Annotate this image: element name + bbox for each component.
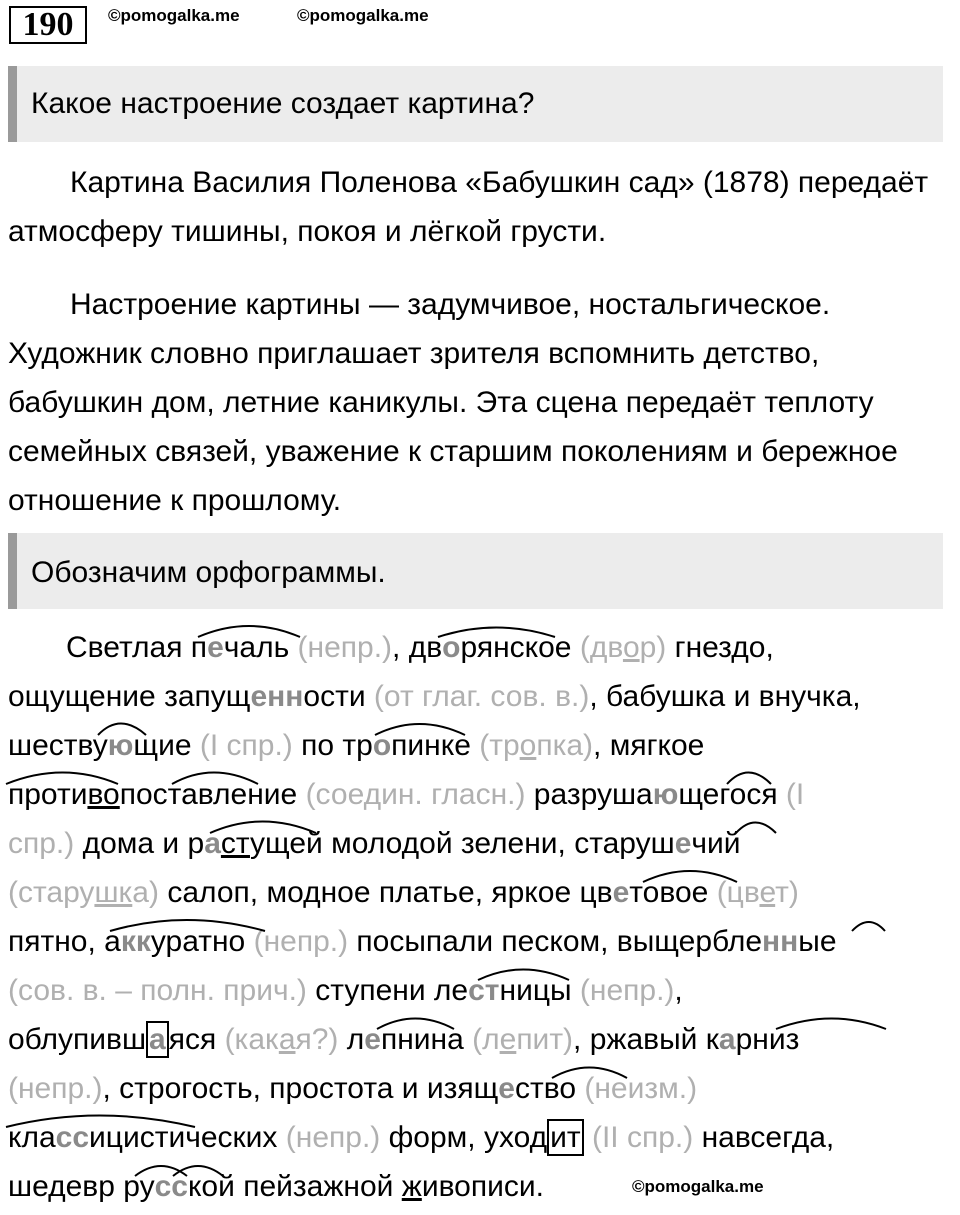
text-segment: чаль xyxy=(223,631,298,664)
orthogram-letter: а xyxy=(204,827,221,860)
orthogram-letter: сс xyxy=(55,1121,90,1154)
text-segment: ые xyxy=(798,925,837,958)
orthogram-line xyxy=(8,819,960,868)
hint-text: (цв xyxy=(716,876,760,909)
text-segment: ивописи. xyxy=(421,1170,544,1203)
task-heading: Обозначим орфограммы. xyxy=(8,533,943,609)
text-segment: щие xyxy=(133,729,200,762)
text-segment: во xyxy=(87,778,120,811)
text-segment: навсегда, xyxy=(693,1121,835,1154)
orthogram-letter: нн xyxy=(267,680,304,713)
text-segment: проти xyxy=(8,778,88,811)
hint-text: е xyxy=(499,1023,517,1056)
text-segment: разруша xyxy=(525,778,653,811)
text-segment: кла xyxy=(8,1121,56,1154)
orthogram-line xyxy=(8,917,960,966)
watermark: ©pomogalka.me xyxy=(632,1177,764,1196)
text-segment: ницы xyxy=(499,974,580,1007)
orthogram-letter: е xyxy=(364,1023,381,1056)
orthogram-letter: о xyxy=(372,729,392,762)
hint-text: (сов. в. – полн. прич.) xyxy=(8,974,307,1007)
hint-text: (от глаг. сов. в.) xyxy=(373,680,590,713)
text-segment: ицистических xyxy=(89,1121,286,1154)
hint-text: (неизм.) xyxy=(584,1072,698,1105)
hint-text: спр.) xyxy=(8,827,75,860)
hint-text: пка) xyxy=(536,729,594,762)
text-segment: форм, уход xyxy=(380,1121,548,1154)
text-segment: , мягкое xyxy=(593,729,705,762)
hint-text: шк xyxy=(94,876,133,909)
text-segment: шедевр ру xyxy=(8,1170,155,1203)
hint-text: о xyxy=(622,631,640,664)
hint-text: (I спр.) xyxy=(199,729,293,762)
text-segment: рянское xyxy=(460,631,580,664)
orthogram-letter: а xyxy=(146,1021,169,1058)
watermark: ©pomogalka.me xyxy=(297,6,429,25)
hint-text: пит) xyxy=(516,1023,574,1056)
hint-text: (л xyxy=(472,1023,500,1056)
text-segment: ости xyxy=(303,680,374,713)
orthogram-letter: нн xyxy=(762,925,799,958)
orthogram-letter: ст xyxy=(468,974,500,1007)
hint-text: (стару xyxy=(8,876,95,909)
question-heading: Какое настроение создает картина? xyxy=(8,66,943,142)
orthogram-letter: кк xyxy=(120,925,151,958)
orthogram-letter: ю xyxy=(652,778,679,811)
text-segment xyxy=(584,1121,592,1154)
text-segment: пинке xyxy=(391,729,480,762)
text-segment: пнина xyxy=(380,1023,473,1056)
answer-text: Настроение картины — задумчивое, ностальгическое. Художник словно приглашает зрителя вспомнить детство, бабушкин дом, летние каникулы. Эта сцена передаёт теплоту семейных связей, уважение к старшим поколениям и бережное отношение к прошлому. xyxy=(8,288,898,517)
hint-text: (непр.) xyxy=(579,974,675,1007)
text-segment: салоп, модное платье, яркое цв xyxy=(158,876,613,909)
hint-text: (непр.) xyxy=(8,1072,103,1105)
text-segment: , дв xyxy=(392,631,443,664)
orthogram-line xyxy=(8,1064,960,1113)
orthogram-letter: а xyxy=(718,1023,736,1056)
text-segment: пятно, а xyxy=(8,925,121,958)
hint-text: а xyxy=(278,1023,296,1056)
text-segment: шеству xyxy=(8,729,108,762)
orthogram-letter: е xyxy=(498,1072,515,1105)
text-segment: щегося xyxy=(678,778,786,811)
text-segment: уратно xyxy=(150,925,254,958)
hint-text: о xyxy=(519,729,537,762)
orthogram-line xyxy=(8,1015,960,1064)
hint-text: (непр.) xyxy=(297,631,393,664)
text-segment: ж xyxy=(401,1170,422,1203)
text-segment: ст xyxy=(220,827,250,860)
hint-text: (соедин. гласн.) xyxy=(305,778,526,811)
text-segment: ущей молодой зелени, старуш xyxy=(249,827,675,860)
orthogram-line xyxy=(8,1162,960,1211)
text-segment: посыпали песком, выщербле xyxy=(348,925,763,958)
hint-text: (непр.) xyxy=(285,1121,381,1154)
orthogram-line xyxy=(8,966,960,1015)
watermark: ©pomogalka.me xyxy=(108,6,240,25)
hint-text: (тр xyxy=(479,729,520,762)
orthogram-line xyxy=(8,868,960,917)
text-segment: , ржавый к xyxy=(573,1023,719,1056)
text-segment: рниз xyxy=(735,1023,800,1056)
orthogram-line xyxy=(8,623,960,672)
orthogram-text xyxy=(8,623,960,1211)
text-segment: гнездо, xyxy=(666,631,774,664)
orthogram-letter: о xyxy=(442,631,461,664)
orthogram-line xyxy=(8,770,960,819)
hint-text: р) xyxy=(639,631,667,664)
answer-text: Картина Василия Поленова «Бабушкин сад» (1878) передаёт атмосферу тишины, покоя и лёгкой грусти. xyxy=(8,166,929,248)
hint-text: е xyxy=(759,876,776,909)
text-segment: по тр xyxy=(292,729,373,762)
text-segment: дома и р xyxy=(74,827,205,860)
text-segment: Светлая п xyxy=(66,631,208,664)
answer-paragraph xyxy=(8,280,953,525)
text-segment: л xyxy=(338,1023,365,1056)
orthogram-letter: е xyxy=(207,631,224,664)
text-segment: , xyxy=(674,974,683,1007)
text-segment: товое xyxy=(629,876,717,909)
text-segment: облупивш xyxy=(8,1023,147,1056)
text-segment: ступени ле xyxy=(306,974,469,1007)
orthogram-letter: е xyxy=(674,827,692,860)
orthogram-letter: сс xyxy=(154,1170,188,1203)
hint-text: (непр.) xyxy=(253,925,349,958)
text-segment: яся xyxy=(168,1023,225,1056)
hint-text: (дв xyxy=(579,631,623,664)
orthogram-line xyxy=(8,721,960,770)
exercise-number: 190 xyxy=(9,6,87,44)
text-segment: ощущение запущ xyxy=(8,680,251,713)
answer-paragraph xyxy=(8,158,953,256)
text-segment: , строгость, простота и изящ xyxy=(102,1072,499,1105)
text-segment: кой пейзажной xyxy=(187,1170,402,1203)
orthogram-line xyxy=(8,672,960,721)
orthogram-letter: е xyxy=(250,680,268,713)
text-segment: чий xyxy=(691,827,741,860)
hint-text: (I xyxy=(785,778,805,811)
text-segment: поставление xyxy=(119,778,306,811)
hint-text: (как xyxy=(224,1023,279,1056)
hint-text: (II спр.) xyxy=(591,1121,694,1154)
text-segment: ство xyxy=(514,1072,585,1105)
hint-text: я?) xyxy=(295,1023,339,1056)
text-segment: , бабушка и внучка, xyxy=(589,680,861,713)
orthogram-letter: е xyxy=(612,876,630,909)
hint-text: т) xyxy=(775,876,799,909)
hint-text: а) xyxy=(132,876,159,909)
text-segment: ит xyxy=(547,1119,584,1156)
orthogram-letter: ю xyxy=(107,729,134,762)
orthogram-line xyxy=(8,1113,960,1162)
